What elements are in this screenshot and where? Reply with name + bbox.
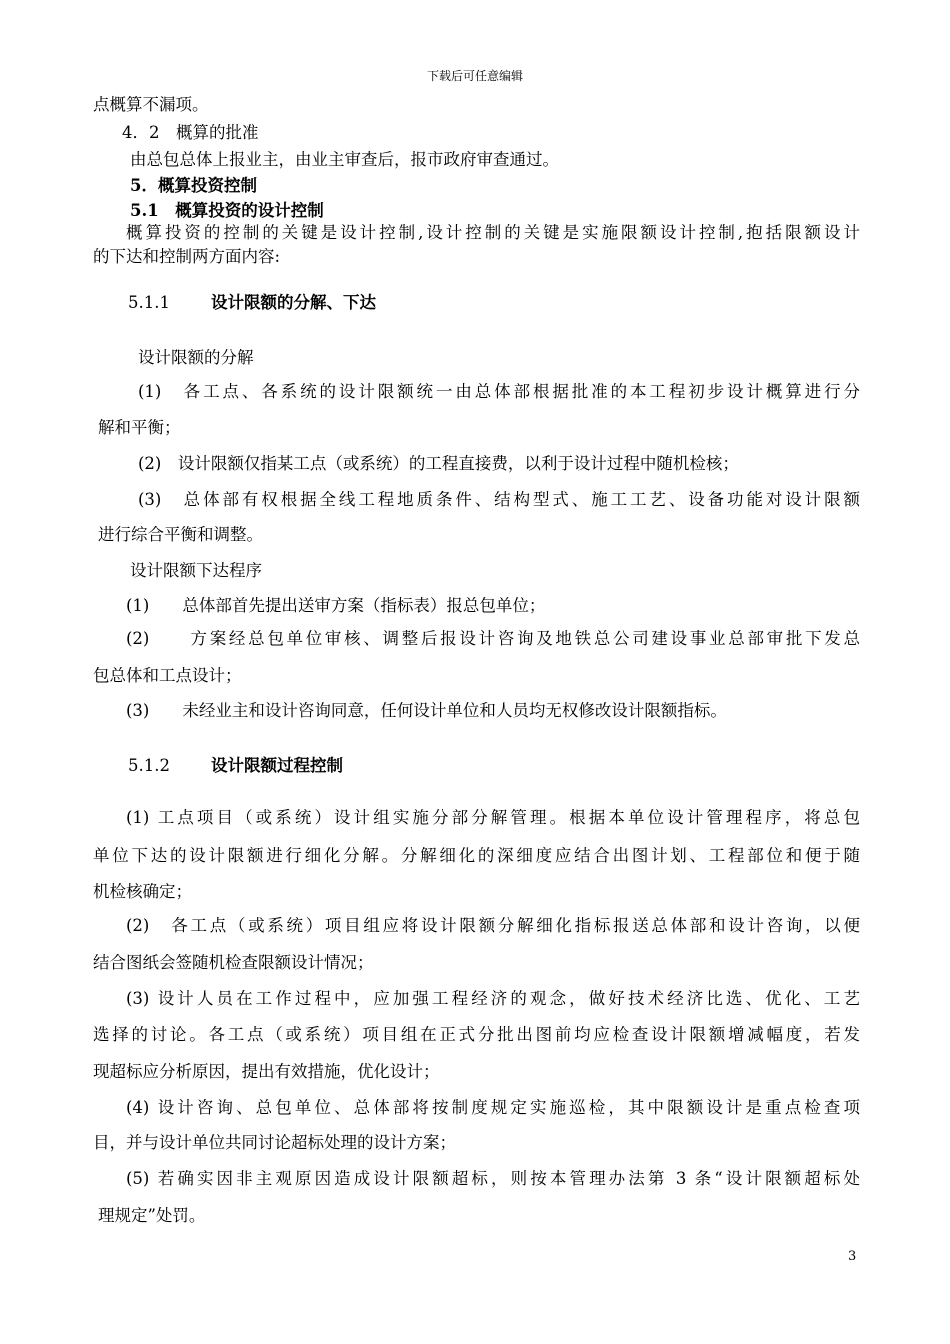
subsection-heading: 设计限额过程控制 <box>211 756 343 775</box>
list-item-cont: 选择的讨论。各工点（或系统）项目组在正式分批出图前均应检查设计限额增减幅度，若发 <box>93 1025 860 1044</box>
list-item-cont: 进行综合平衡和调整。 <box>98 525 263 544</box>
subsection-heading: 设计限额的分解、下达 <box>211 293 376 312</box>
list-item: (2) 方案经总包单位审核、调整后报设计咨询及地铁总公司建设事业总部审批下发总 <box>126 629 860 648</box>
list-item-cont: 解和平衡； <box>98 418 181 437</box>
list-item: (2) 设计限额仅指某工点（或系统）的工程直接费，以利于设计过程中随机检核； <box>138 454 739 473</box>
subsection-number: 5.1.1 <box>128 293 170 312</box>
list-item: (1) 各工点、各系统的设计限额统一由总体部根据批准的本工程初步设计概算进行分 <box>138 382 860 401</box>
list-item-cont: 机检核确定； <box>93 882 192 901</box>
list-item: (3) 总体部有权根据全线工程地质条件、结构型式、施工工艺、设备功能对设计限额 <box>138 490 860 509</box>
page-number: 3 <box>848 1249 857 1264</box>
list-item: (1) 总体部首先提出送审方案（指标表）报总包单位； <box>126 596 546 615</box>
section-heading: 5．概算投资控制 <box>130 176 257 195</box>
list-item-cont: 单位下达的设计限额进行细化分解。分解细化的深细度应结合出图计划、工程部位和便于随 <box>93 846 860 865</box>
list-item: (3) 未经业主和设计咨询同意，任何设计单位和人员均无权修改设计限额指标。 <box>126 701 727 720</box>
list-item-cont: 结合图纸会签随机检查限额设计情况； <box>93 953 374 972</box>
header-note: 下载后可任意编辑 <box>426 69 523 83</box>
paragraph-line: 点概算不漏项。 <box>93 95 209 114</box>
paragraph-line: 概算投资的控制的关键是设计控制,设计控制的关键是实施限额设计控制,抱括限额设计 <box>126 223 860 242</box>
list-item: (1) 工点项目（或系统）设计组实施分部分解管理。根据本单位设计管理程序，将总包 <box>126 808 860 827</box>
list-item-cont: 目，并与设计单位共同讨论超标处理的设计方案； <box>93 1133 456 1152</box>
paragraph-line: 的下达和控制两方面内容: <box>93 247 281 266</box>
list-item: (5) 若确实因非主观原因造成设计限额超标，则按本管理办法第 3 条“设计限额超标处 <box>126 1169 860 1188</box>
section-heading: 5.1 概算投资的设计控制 <box>130 201 324 220</box>
paragraph-line: 设计限额的分解 <box>138 348 254 367</box>
paragraph-line: 由总包总体上报业主，由业主审查后，报市政府审查通过。 <box>130 150 559 169</box>
list-item-cont: 理规定”处罚。 <box>98 1206 206 1225</box>
list-item-cont: 包总体和工点设计； <box>93 666 242 685</box>
paragraph-line: 设计限额下达程序 <box>130 561 262 580</box>
list-item: (2) 各工点（或系统）项目组应将设计限额分解细化指标报送总体部和设计咨询，以便 <box>126 916 860 935</box>
list-item: (3) 设计人员在工作过程中，应加强工程经济的观念，做好技术经济比选、优化、工艺 <box>126 989 860 1008</box>
list-item: (4) 设计咨询、总包单位、总体部将按制度规定实施巡检，其中限额设计是重点检查项 <box>126 1098 860 1117</box>
list-item-cont: 现超标应分析原因，提出有效措施，优化设计； <box>93 1062 440 1081</box>
section-heading: 4．2 概算的批准 <box>122 123 259 142</box>
subsection-number: 5.1.2 <box>128 756 170 775</box>
